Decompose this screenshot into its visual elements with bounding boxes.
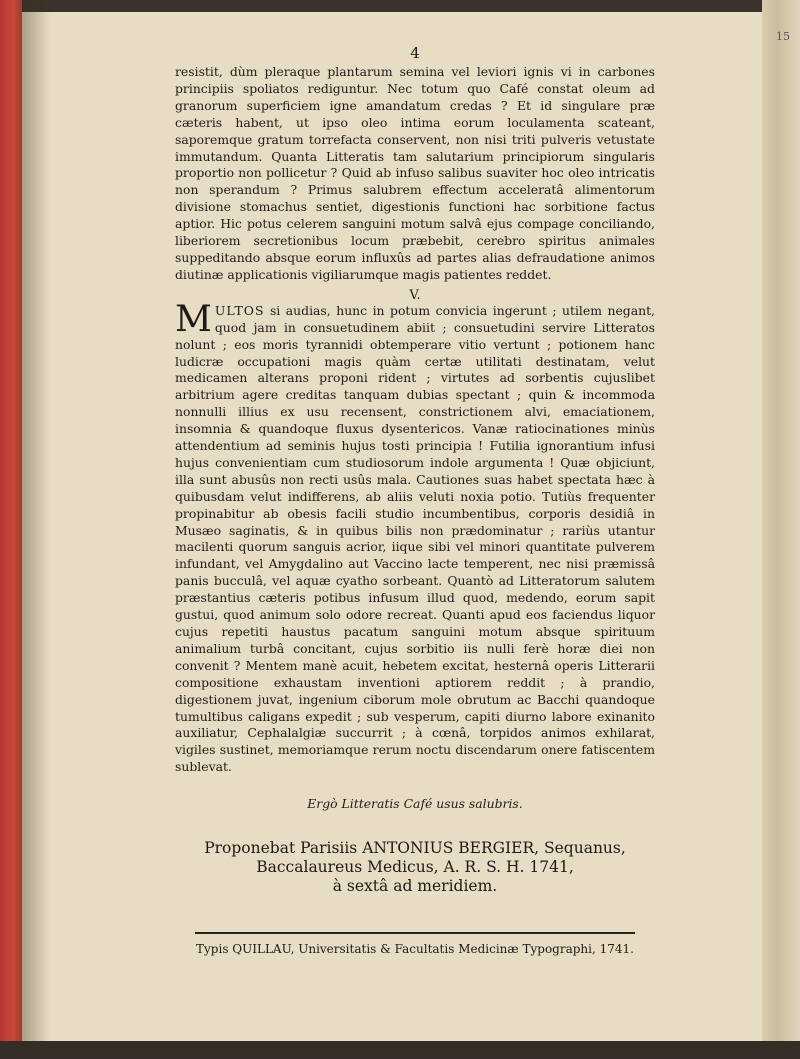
scan-bottom-border [0, 1041, 800, 1059]
red-binding-edge [0, 0, 22, 1059]
defense-statement [175, 839, 655, 896]
scan-top-border [0, 0, 800, 12]
adjacent-page-edge [762, 0, 800, 1059]
defense-line-1: Proponebat Parisiis ANTONIUS BERGIER, Sequanus, [204, 839, 626, 858]
defense-line-2: Baccalaureus Medicus, A. R. S. H. 1741, [256, 858, 574, 877]
section-number: V. [409, 287, 421, 303]
text-block [175, 44, 655, 956]
horizontal-rule [195, 932, 635, 934]
defense-line-3: à sextâ ad meridiem. [332, 877, 498, 896]
lead-word: ULTOS [214, 302, 265, 318]
edge-mark: 15 [776, 30, 790, 43]
paragraph-body: si audias, hunc in potum convicia ingerunt ; utilem negant, quod jam in consuetudinem abiit ; consuetudini servire Litteratos nolunt ; eos moris tyrannidi obtemperare vitio vertunt ; potionem hanc ludicræ occupationi magis quàm certæ utilitati destinatam, velut medicamen alterans proponi rident ; virtutes ad sorbentis cujuslibet arbitrium agere creditas tanquam dubias spectant ; quin & incommoda nonnulli illius ex usu recensent, constrictionem alvi, emaciationem, insomnia & quandoque fluxus dysentericos. Vanæ ratiocinationes minùs attendentium ad seminis hujus tosti principia ! Futilia ignorantium infusi hujus convenientiam cum studiosorum indole argumenta ! Quæ objiciunt, illa sunt abusûs non recti usûs mala. Cautiones suas habet spectata hæc à quibusdam velut indifferens, ab aliis veluti noxia potio. Tutiùs frequenter propinabitur ab obesis facili studio incumbentibus, corporis desidiâ in Musæo saginatis, & in quibus bilis non prædominatur ; rariùs utantur macilenti quorum sanguis acrior, iique sibi vel minori quantitate pulverem infundant, vel Amygdalino aut Vaccino lacte temperent, nec nisi præmissâ panis bucculâ, vel aquæ cyatho sorbeant. Quantò ad Litteratorum salutem præstantius cæteris potibus infusum illud quod, medendo, eorum sapit gustui, quod animum solo odore recreat. Quanti apud eos faciendus liquor cujus repetiti haustus pacatum sanguini motum absque spirituum animalium turbâ concitant, cujus sorbitio iis nulli ferè horæ diei non convenit ? Mentem manè acuit, hebetem excitat, hesternâ operis Litterarii compositione exhaustam inventioni aptiorem reddit ; à prandio, digestionem juvat, ingenium ciborum mole obrutum ac Bacchi quandoque tumultibus caligans expedit ; sub vesperum, capiti diurno labore exinanito auxiliatur, Cephalalgiæ succurrit ; à cœnâ, torpidos animos exhilarat, vigiles sustinet, memoriamque rerum noctu discendarum onere fatiscentem sublevat. [175, 302, 655, 775]
gutter-shadow [22, 0, 50, 1059]
page-number: 4 [410, 44, 420, 62]
paragraph-section-v [175, 298, 655, 776]
paragraph-continuation: resistit, dùm pleraque plantarum semina vel leviori ignis vi in carbones principiis spoliatos rediguntur. Nec totum quo Café constat oleum ad granorum superficiem igne amandatum credas ? Et id singulare præ cæteris habent, ut ipso oleo intima eorum loculamenta scateant, saporemque gratum torrefacta conservent, non nisi triti pulveris vetustate immutandum. Quanta Litteratis tam salutarium principiorum singularis proportio non pollicetur ? Quid ab infuso salibus suaviter hoc oleo intricatis non sperandum ? Primus salubrem effectum acceleratâ alimentorum divisione stomachus sentiet, digestionis functioni hac sorbitione factus aptior. Hic potus celerem sanguini motum salvâ ejus compage conciliando, liberiorem secretionibus locum præbebit, cerebro spiritus animales suppeditando absque eorum influxûs ad partes alias defraudatione animos diutinæ applicationis vigiliarumque magis patientes reddet. [175, 64, 655, 282]
drop-cap: M [175, 298, 212, 340]
printer-imprint: Typis QUILLAU, Universitatis & Facultatis Medicinæ Typographi, 1741. [196, 942, 634, 957]
conclusion: Ergò Litteratis Café usus salubris. [307, 796, 523, 812]
